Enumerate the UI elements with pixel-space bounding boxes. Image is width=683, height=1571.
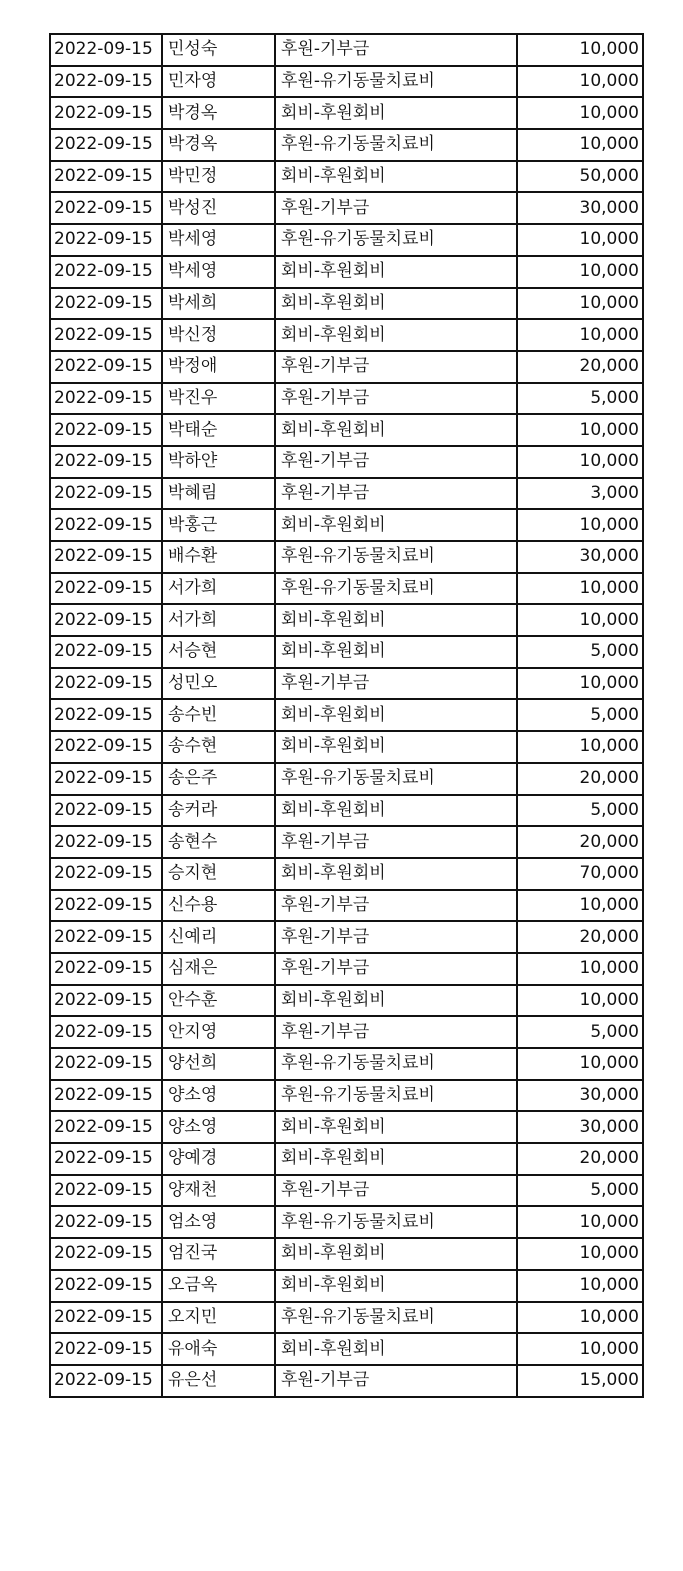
date-cell: 2022-09-15 xyxy=(50,351,162,383)
category-cell: 후원-기부금 xyxy=(275,34,517,66)
table-row xyxy=(50,351,643,383)
name-cell: 오지민 xyxy=(162,1302,275,1334)
table-row xyxy=(50,573,643,605)
amount-cell: 30,000 xyxy=(517,1111,643,1143)
amount-cell: 10,000 xyxy=(517,414,643,446)
name-cell: 서가희 xyxy=(162,573,275,605)
table-row xyxy=(50,34,643,66)
table-row xyxy=(50,985,643,1017)
name-cell: 송커라 xyxy=(162,795,275,827)
table-row xyxy=(50,129,643,161)
name-cell: 박혜림 xyxy=(162,478,275,510)
date-cell: 2022-09-15 xyxy=(50,763,162,795)
table-row xyxy=(50,1143,643,1175)
date-cell: 2022-09-15 xyxy=(50,636,162,668)
date-cell: 2022-09-15 xyxy=(50,826,162,858)
table-row xyxy=(50,224,643,256)
amount-cell: 10,000 xyxy=(517,573,643,605)
category-cell: 후원-기부금 xyxy=(275,1365,517,1397)
amount-cell: 20,000 xyxy=(517,921,643,953)
amount-cell: 5,000 xyxy=(517,795,643,827)
date-cell: 2022-09-15 xyxy=(50,129,162,161)
date-cell: 2022-09-15 xyxy=(50,256,162,288)
table-row xyxy=(50,288,643,320)
date-cell: 2022-09-15 xyxy=(50,890,162,922)
name-cell: 서승현 xyxy=(162,636,275,668)
amount-cell: 10,000 xyxy=(517,1333,643,1365)
date-cell: 2022-09-15 xyxy=(50,1238,162,1270)
date-cell: 2022-09-15 xyxy=(50,319,162,351)
category-cell: 후원-유기동물치료비 xyxy=(275,1206,517,1238)
name-cell: 서가희 xyxy=(162,604,275,636)
table-row xyxy=(50,795,643,827)
name-cell: 안지영 xyxy=(162,1016,275,1048)
category-cell: 회비-후원회비 xyxy=(275,288,517,320)
category-cell: 후원-유기동물치료비 xyxy=(275,573,517,605)
category-cell: 후원-기부금 xyxy=(275,446,517,478)
category-cell: 회비-후원회비 xyxy=(275,256,517,288)
table-row xyxy=(50,699,643,731)
amount-cell: 10,000 xyxy=(517,446,643,478)
table-row xyxy=(50,921,643,953)
name-cell: 승지현 xyxy=(162,858,275,890)
name-cell: 양소영 xyxy=(162,1111,275,1143)
table-row xyxy=(50,1365,643,1397)
category-cell: 회비-후원회비 xyxy=(275,97,517,129)
category-cell: 후원-기부금 xyxy=(275,921,517,953)
name-cell: 성민오 xyxy=(162,668,275,700)
category-cell: 회비-후원회비 xyxy=(275,1111,517,1143)
amount-cell: 10,000 xyxy=(517,953,643,985)
category-cell: 후원-기부금 xyxy=(275,383,517,415)
amount-cell: 10,000 xyxy=(517,66,643,98)
table-row xyxy=(50,1270,643,1302)
amount-cell: 5,000 xyxy=(517,1175,643,1207)
amount-cell: 5,000 xyxy=(517,383,643,415)
category-cell: 회비-후원회비 xyxy=(275,731,517,763)
date-cell: 2022-09-15 xyxy=(50,1206,162,1238)
table-row xyxy=(50,541,643,573)
table-row xyxy=(50,161,643,193)
date-cell: 2022-09-15 xyxy=(50,1270,162,1302)
amount-cell: 10,000 xyxy=(517,1302,643,1334)
date-cell: 2022-09-15 xyxy=(50,1143,162,1175)
name-cell: 송은주 xyxy=(162,763,275,795)
date-cell: 2022-09-15 xyxy=(50,1080,162,1112)
table-row xyxy=(50,319,643,351)
amount-cell: 30,000 xyxy=(517,1080,643,1112)
amount-cell: 10,000 xyxy=(517,1238,643,1270)
table-row xyxy=(50,1333,643,1365)
date-cell: 2022-09-15 xyxy=(50,192,162,224)
table-row xyxy=(50,668,643,700)
category-cell: 회비-후원회비 xyxy=(275,699,517,731)
category-cell: 후원-유기동물치료비 xyxy=(275,224,517,256)
name-cell: 양소영 xyxy=(162,1080,275,1112)
category-cell: 후원-기부금 xyxy=(275,1016,517,1048)
table-row xyxy=(50,1238,643,1270)
amount-cell: 70,000 xyxy=(517,858,643,890)
amount-cell: 20,000 xyxy=(517,826,643,858)
category-cell: 회비-후원회비 xyxy=(275,985,517,1017)
category-cell: 후원-기부금 xyxy=(275,953,517,985)
table-row xyxy=(50,1048,643,1080)
date-cell: 2022-09-15 xyxy=(50,1365,162,1397)
amount-cell: 50,000 xyxy=(517,161,643,193)
amount-cell: 5,000 xyxy=(517,699,643,731)
date-cell: 2022-09-15 xyxy=(50,953,162,985)
table-row xyxy=(50,604,643,636)
category-cell: 후원-유기동물치료비 xyxy=(275,1302,517,1334)
date-cell: 2022-09-15 xyxy=(50,668,162,700)
category-cell: 후원-기부금 xyxy=(275,192,517,224)
name-cell: 민자영 xyxy=(162,66,275,98)
category-cell: 회비-후원회비 xyxy=(275,636,517,668)
name-cell: 안수훈 xyxy=(162,985,275,1017)
amount-cell: 5,000 xyxy=(517,636,643,668)
date-cell: 2022-09-15 xyxy=(50,1175,162,1207)
date-cell: 2022-09-15 xyxy=(50,1016,162,1048)
date-cell: 2022-09-15 xyxy=(50,604,162,636)
name-cell: 박신정 xyxy=(162,319,275,351)
name-cell: 박정애 xyxy=(162,351,275,383)
name-cell: 양재천 xyxy=(162,1175,275,1207)
name-cell: 오금옥 xyxy=(162,1270,275,1302)
date-cell: 2022-09-15 xyxy=(50,731,162,763)
table-row xyxy=(50,414,643,446)
category-cell: 후원-유기동물치료비 xyxy=(275,1080,517,1112)
name-cell: 유은선 xyxy=(162,1365,275,1397)
table-row xyxy=(50,953,643,985)
name-cell: 엄소영 xyxy=(162,1206,275,1238)
category-cell: 후원-기부금 xyxy=(275,351,517,383)
category-cell: 회비-후원회비 xyxy=(275,604,517,636)
table-row xyxy=(50,1016,643,1048)
table-row xyxy=(50,1302,643,1334)
amount-cell: 10,000 xyxy=(517,1206,643,1238)
amount-cell: 10,000 xyxy=(517,731,643,763)
table-row xyxy=(50,858,643,890)
table-row xyxy=(50,97,643,129)
date-cell: 2022-09-15 xyxy=(50,478,162,510)
category-cell: 후원-기부금 xyxy=(275,890,517,922)
amount-cell: 15,000 xyxy=(517,1365,643,1397)
name-cell: 엄진국 xyxy=(162,1238,275,1270)
category-cell: 후원-기부금 xyxy=(275,478,517,510)
category-cell: 회비-후원회비 xyxy=(275,1143,517,1175)
name-cell: 양예경 xyxy=(162,1143,275,1175)
category-cell: 회비-후원회비 xyxy=(275,858,517,890)
date-cell: 2022-09-15 xyxy=(50,1302,162,1334)
amount-cell: 30,000 xyxy=(517,192,643,224)
amount-cell: 10,000 xyxy=(517,319,643,351)
category-cell: 회비-후원회비 xyxy=(275,1238,517,1270)
date-cell: 2022-09-15 xyxy=(50,97,162,129)
amount-cell: 10,000 xyxy=(517,1270,643,1302)
amount-cell: 3,000 xyxy=(517,478,643,510)
amount-cell: 10,000 xyxy=(517,129,643,161)
name-cell: 신수용 xyxy=(162,890,275,922)
category-cell: 회비-후원회비 xyxy=(275,795,517,827)
amount-cell: 5,000 xyxy=(517,1016,643,1048)
name-cell: 박민정 xyxy=(162,161,275,193)
category-cell: 후원-기부금 xyxy=(275,668,517,700)
name-cell: 박태순 xyxy=(162,414,275,446)
amount-cell: 10,000 xyxy=(517,288,643,320)
date-cell: 2022-09-15 xyxy=(50,161,162,193)
category-cell: 후원-기부금 xyxy=(275,826,517,858)
amount-cell: 10,000 xyxy=(517,509,643,541)
table-row xyxy=(50,890,643,922)
name-cell: 박세영 xyxy=(162,224,275,256)
name-cell: 유애숙 xyxy=(162,1333,275,1365)
table-row xyxy=(50,192,643,224)
date-cell: 2022-09-15 xyxy=(50,1111,162,1143)
name-cell: 박경옥 xyxy=(162,97,275,129)
amount-cell: 10,000 xyxy=(517,1048,643,1080)
amount-cell: 10,000 xyxy=(517,256,643,288)
name-cell: 배수환 xyxy=(162,541,275,573)
name-cell: 신예리 xyxy=(162,921,275,953)
table-row xyxy=(50,1080,643,1112)
date-cell: 2022-09-15 xyxy=(50,1333,162,1365)
date-cell: 2022-09-15 xyxy=(50,509,162,541)
name-cell: 양선희 xyxy=(162,1048,275,1080)
name-cell: 박세희 xyxy=(162,288,275,320)
amount-cell: 10,000 xyxy=(517,890,643,922)
name-cell: 박홍근 xyxy=(162,509,275,541)
amount-cell: 30,000 xyxy=(517,541,643,573)
table-row xyxy=(50,1206,643,1238)
category-cell: 후원-유기동물치료비 xyxy=(275,1048,517,1080)
date-cell: 2022-09-15 xyxy=(50,66,162,98)
category-cell: 회비-후원회비 xyxy=(275,1270,517,1302)
category-cell: 후원-유기동물치료비 xyxy=(275,66,517,98)
date-cell: 2022-09-15 xyxy=(50,573,162,605)
amount-cell: 10,000 xyxy=(517,985,643,1017)
amount-cell: 20,000 xyxy=(517,1143,643,1175)
date-cell: 2022-09-15 xyxy=(50,699,162,731)
amount-cell: 10,000 xyxy=(517,668,643,700)
category-cell: 후원-유기동물치료비 xyxy=(275,763,517,795)
table-row xyxy=(50,66,643,98)
table-row xyxy=(50,1111,643,1143)
name-cell: 민성숙 xyxy=(162,34,275,66)
amount-cell: 20,000 xyxy=(517,351,643,383)
category-cell: 회비-후원회비 xyxy=(275,319,517,351)
ledger-body xyxy=(50,34,643,1397)
table-row xyxy=(50,636,643,668)
name-cell: 심재은 xyxy=(162,953,275,985)
table-row xyxy=(50,509,643,541)
category-cell: 후원-유기동물치료비 xyxy=(275,129,517,161)
category-cell: 회비-후원회비 xyxy=(275,1333,517,1365)
amount-cell: 20,000 xyxy=(517,763,643,795)
name-cell: 박세영 xyxy=(162,256,275,288)
category-cell: 회비-후원회비 xyxy=(275,509,517,541)
name-cell: 송수빈 xyxy=(162,699,275,731)
category-cell: 후원-기부금 xyxy=(275,1175,517,1207)
amount-cell: 10,000 xyxy=(517,97,643,129)
name-cell: 송수현 xyxy=(162,731,275,763)
date-cell: 2022-09-15 xyxy=(50,446,162,478)
donation-ledger-table xyxy=(49,33,644,1398)
table-row xyxy=(50,478,643,510)
date-cell: 2022-09-15 xyxy=(50,34,162,66)
category-cell: 후원-유기동물치료비 xyxy=(275,541,517,573)
table-row xyxy=(50,1175,643,1207)
table-row xyxy=(50,256,643,288)
date-cell: 2022-09-15 xyxy=(50,414,162,446)
date-cell: 2022-09-15 xyxy=(50,288,162,320)
category-cell: 회비-후원회비 xyxy=(275,161,517,193)
table-row xyxy=(50,446,643,478)
table-row xyxy=(50,383,643,415)
date-cell: 2022-09-15 xyxy=(50,1048,162,1080)
category-cell: 회비-후원회비 xyxy=(275,414,517,446)
name-cell: 박성진 xyxy=(162,192,275,224)
name-cell: 박진우 xyxy=(162,383,275,415)
table-row xyxy=(50,763,643,795)
date-cell: 2022-09-15 xyxy=(50,795,162,827)
name-cell: 송현수 xyxy=(162,826,275,858)
amount-cell: 10,000 xyxy=(517,604,643,636)
date-cell: 2022-09-15 xyxy=(50,921,162,953)
date-cell: 2022-09-15 xyxy=(50,985,162,1017)
date-cell: 2022-09-15 xyxy=(50,541,162,573)
amount-cell: 10,000 xyxy=(517,224,643,256)
table-row xyxy=(50,826,643,858)
table-row xyxy=(50,731,643,763)
date-cell: 2022-09-15 xyxy=(50,383,162,415)
name-cell: 박경옥 xyxy=(162,129,275,161)
date-cell: 2022-09-15 xyxy=(50,858,162,890)
amount-cell: 10,000 xyxy=(517,34,643,66)
name-cell: 박하얀 xyxy=(162,446,275,478)
date-cell: 2022-09-15 xyxy=(50,224,162,256)
